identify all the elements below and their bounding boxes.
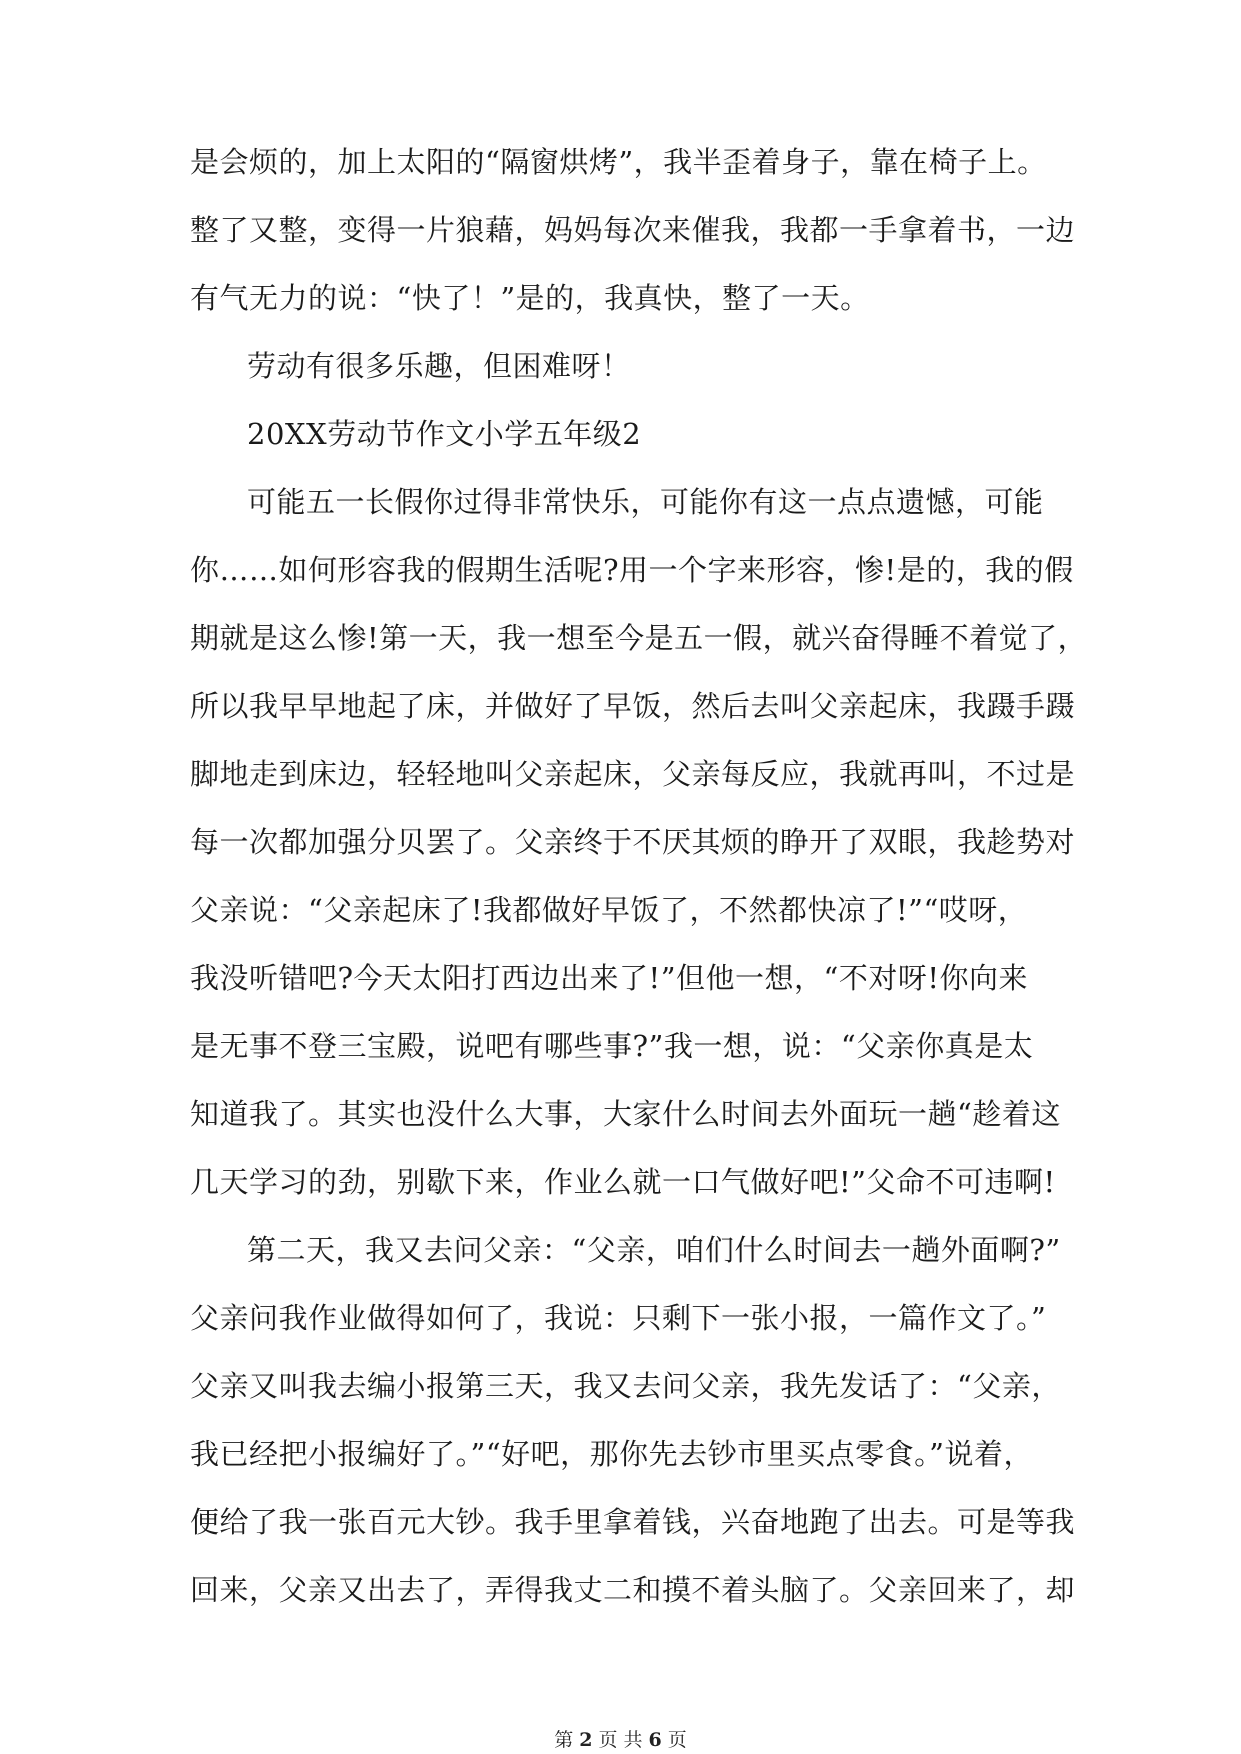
page-footer bbox=[0, 1728, 1241, 1752]
footer-prefix: 第 bbox=[554, 1729, 574, 1751]
text-line: 父亲问我作业做得如何了，我说：只剩下一张小报，一篇作文了。” bbox=[190, 1301, 1047, 1335]
text-line: 父亲又叫我去编小报第三天，我又去问父亲，我先发话了：“父亲， bbox=[190, 1369, 1061, 1403]
text-line: 期就是这么惨!第一天，我一想至今是五一假，就兴奋得睡不着觉了， bbox=[190, 621, 1088, 655]
text-line: 我没听错吧?今天太阳打西边出来了!”但他一想，“不对呀!你向来 bbox=[190, 961, 1029, 995]
text-line: 每一次都加强分贝罢了。父亲终于不厌其烦的睁开了双眼，我趁势对 bbox=[190, 825, 1076, 859]
paragraph-line: 第二天，我又去问父亲：“父亲，咱们什么时间去一趟外面啊?” bbox=[247, 1233, 1061, 1267]
text-line: 整了又整，变得一片狼藉，妈妈每次来催我，我都一手拿着书，一边 bbox=[190, 213, 1076, 247]
text-line: 便给了我一张百元大钞。我手里拿着钱，兴奋地跑了出去。可是等我 bbox=[190, 1505, 1076, 1539]
text-line: 回来，父亲又出去了，弄得我丈二和摸不着头脑了。父亲回来了，却 bbox=[190, 1573, 1076, 1607]
paragraph-line: 劳动有很多乐趣，但困难呀！ bbox=[247, 349, 631, 383]
text-line: 脚地走到床边，轻轻地叫父亲起床，父亲每反应，我就再叫，不过是 bbox=[190, 757, 1076, 791]
page-total: 6 bbox=[648, 1729, 662, 1751]
section-heading: 20XX劳动节作文小学五年级2 bbox=[247, 417, 642, 451]
text-line: 知道我了。其实也没什么大事，大家什么时间去外面玩一趟“趁着这 bbox=[190, 1097, 1061, 1131]
text-line: 父亲说：“父亲起床了!我都做好早饭了，不然都快凉了!”“哎呀， bbox=[190, 893, 1028, 927]
text-line: 有气无力的说：“快了！”是的，我真快，整了一天。 bbox=[190, 281, 870, 315]
footer-middle: 页 共 bbox=[598, 1729, 643, 1751]
footer-suffix: 页 bbox=[667, 1729, 687, 1751]
text-line: 是无事不登三宝殿，说吧有哪些事?”我一想，说：“父亲你真是太 bbox=[190, 1029, 1034, 1063]
text-line: 你……如何形容我的假期生活呢?用一个字来形容，惨!是的，我的假 bbox=[190, 553, 1074, 587]
paragraph-line: 可能五一长假你过得非常快乐，可能你有这一点点遗憾，可能 bbox=[247, 485, 1044, 519]
text-line: 是会烦的，加上太阳的“隔窗烘烤”，我半歪着身子，靠在椅子上。 bbox=[190, 145, 1047, 179]
text-line: 我已经把小报编好了。”“好吧，那你先去钞市里买点零食。”说着， bbox=[190, 1437, 1033, 1471]
page-number: 2 bbox=[579, 1729, 593, 1751]
text-line: 所以我早早地起了床，并做好了早饭，然后去叫父亲起床，我蹑手蹑 bbox=[190, 689, 1076, 723]
text-line: 几天学习的劲，别歇下来，作业么就一口气做好吧!”父命不可违啊! bbox=[190, 1165, 1056, 1199]
